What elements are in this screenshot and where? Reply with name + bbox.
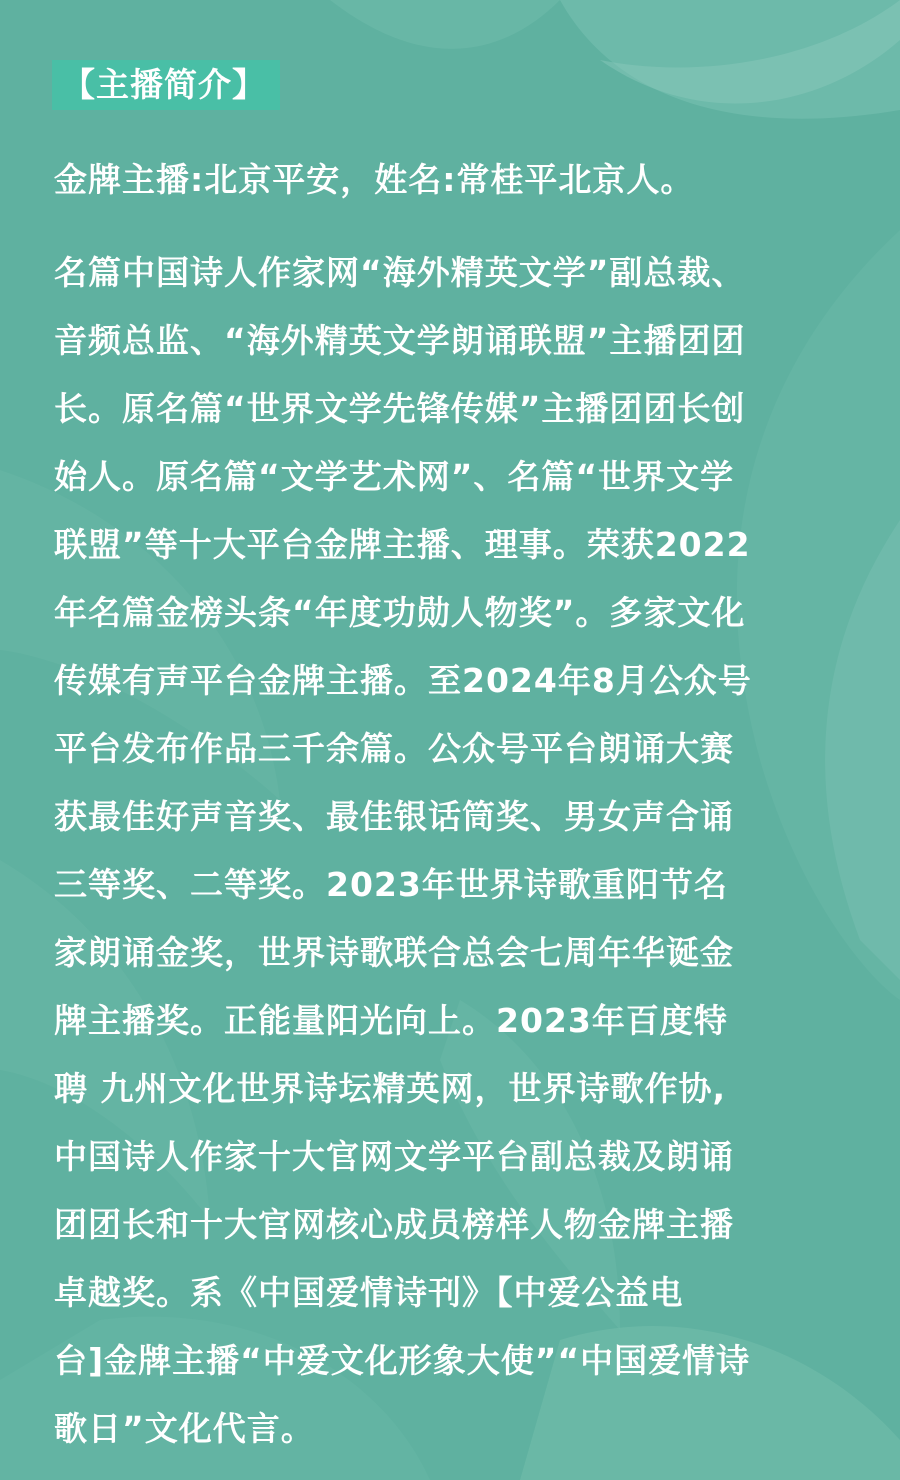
bio-line: 联盟”等十大平台金牌主播、理事。荣获2022 <box>54 525 751 564</box>
bio-line: 中国诗人作家十大官网文学平台副总裁及朗诵 <box>54 1137 734 1176</box>
bio-line: 长。原名篇“世界文学先锋传媒”主播团团长创 <box>54 389 746 428</box>
bio-line: 名篇中国诗人作家网“海外精英文学”副总裁、 <box>54 253 746 292</box>
bio-line: 卓越奖。系《中国爱情诗刊》【中爱公益电 <box>54 1273 684 1312</box>
bio-line: 歌日”文化代言。 <box>54 1409 315 1448</box>
bio-line: 家朗诵金奖，世界诗歌联合总会七周年华诞金 <box>54 933 734 972</box>
bio-line: 台]金牌主播“中爱文化形象大使”“中国爱情诗 <box>54 1341 751 1380</box>
bio-line: 音频总监、“海外精英文学朗诵联盟”主播团团 <box>54 321 746 360</box>
bio-line: 获最佳好声音奖、最佳银话筒奖、男女声合诵 <box>54 797 734 836</box>
bio-line: 团团长和十大官网核心成员榜样人物金牌主播 <box>54 1205 734 1244</box>
bio-paragraph <box>54 246 854 1470</box>
bio-line: 三等奖、二等奖。2023年世界诗歌重阳节名 <box>54 865 728 904</box>
bio-line: 聘 九州文化世界诗坛精英网，世界诗歌作协, <box>54 1069 727 1108</box>
bio-line: 始人。原名篇“文学艺术网”、名篇“世界文学 <box>54 457 735 496</box>
section-tag: 【主播简介】 <box>52 60 280 110</box>
bio-line: 平台发布作品三千余篇。公众号平台朗诵大赛 <box>54 729 734 768</box>
bio-line: 牌主播奖。正能量阳光向上。2023年百度特 <box>54 1001 728 1040</box>
intro-line: 金牌主播:北京平安，姓名:常桂平北京人。 <box>54 160 695 199</box>
bio-line: 年名篇金榜头条“年度功勋人物奖”。多家文化 <box>54 593 746 632</box>
bio-line: 传媒有声平台金牌主播。至2024年8月公众号 <box>54 661 752 700</box>
